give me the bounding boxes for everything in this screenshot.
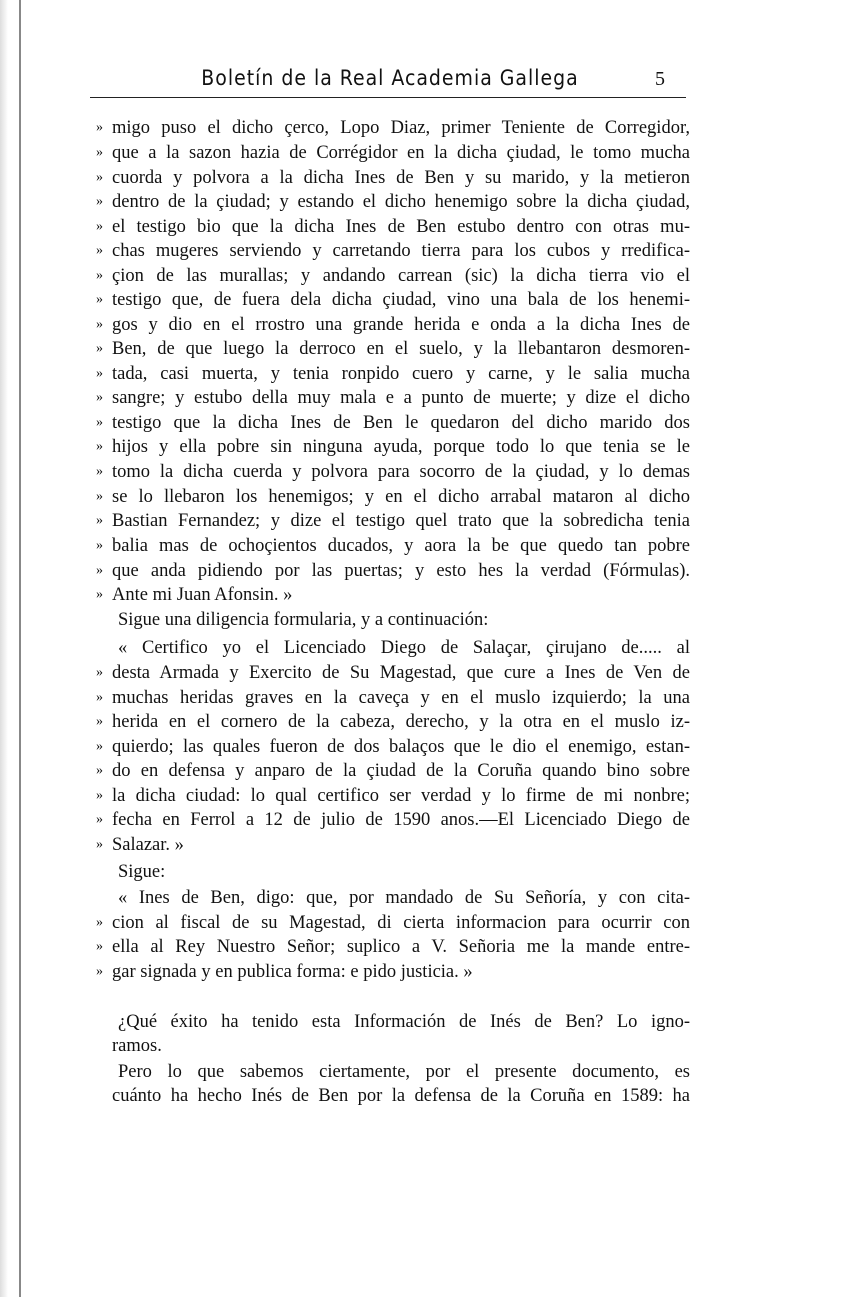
text-line xyxy=(96,386,690,410)
line-text: que anda pidiendo por las puertas; y esto hes la verdad (Fórmulas). xyxy=(112,561,690,581)
line-text: ramos. xyxy=(112,1036,162,1056)
text-line xyxy=(96,166,690,190)
quote-marker: » xyxy=(96,292,103,307)
scan-edge-shadow xyxy=(0,0,8,1297)
line-text: tomo la dicha cuerda y polvora para socorro de la çiudad, y lo demas xyxy=(112,462,690,482)
text-line xyxy=(96,239,690,263)
quote-marker: » xyxy=(96,714,103,729)
text-line xyxy=(96,509,690,533)
line-text: testigo que la dicha Ines de Ben le quedaron del dicho marido dos xyxy=(112,413,690,433)
quote-marker: » xyxy=(96,415,103,430)
text-line xyxy=(96,1010,690,1034)
quote-marker: » xyxy=(96,120,103,135)
quote-marker: » xyxy=(96,464,103,479)
quote-marker: » xyxy=(96,366,103,381)
text-line xyxy=(96,759,690,783)
text-line xyxy=(96,960,690,984)
quote-marker: » xyxy=(96,788,103,803)
text-line xyxy=(96,411,690,435)
text-line xyxy=(96,141,690,165)
scan-edge-line xyxy=(19,0,21,1297)
line-text: Pero lo que sabemos ciertamente, por el presente documento, es xyxy=(118,1062,690,1082)
text-line xyxy=(96,485,690,509)
line-text: ella al Rey Nuestro Señor; suplico a V. Señoria me la mande entre- xyxy=(112,937,690,957)
line-text: çion de las murallas; y andando carrean (sic) la dicha tierra vio el xyxy=(112,266,690,286)
line-text: desta Armada y Exercito de Su Magestad, que cure a Ines de Ven de xyxy=(112,663,690,683)
page-number: 5 xyxy=(655,68,665,90)
text-line xyxy=(96,735,690,759)
quote-marker: » xyxy=(96,665,103,680)
quote-marker: » xyxy=(96,145,103,160)
quote-marker: » xyxy=(96,837,103,852)
line-text: herida en el cornero de la cabeza, derecho, y la otra en el muslo iz- xyxy=(112,712,690,732)
line-text: cuánto ha hecho Inés de Ben por la defensa de la Coruña en 1589: ha xyxy=(112,1086,690,1106)
text-line xyxy=(96,337,690,361)
quote-marker: » xyxy=(96,439,103,454)
line-text: gar signada y en publica forma: e pido justicia. » xyxy=(112,962,473,982)
text-line xyxy=(96,362,690,386)
text-line xyxy=(96,661,690,685)
quote-marker: » xyxy=(96,489,103,504)
quote-marker: » xyxy=(96,513,103,528)
line-text: hijos y ella pobre sin ninguna ayuda, porque todo lo que tenia se le xyxy=(112,437,690,457)
line-text: Bastian Fernandez; y dize el testigo quel trato que la sobredicha tenia xyxy=(112,511,690,531)
quote-marker: » xyxy=(96,538,103,553)
text-line xyxy=(96,636,690,660)
line-text: el testigo bio que la dicha Ines de Ben estubo dentro con otras mu- xyxy=(112,217,690,237)
text-line xyxy=(96,190,690,214)
text-line xyxy=(96,1034,690,1058)
line-text: gos y dio en el rrostro una grande herida e onda a la dicha Ines de xyxy=(112,315,690,335)
text-line xyxy=(96,313,690,337)
quote-marker: » xyxy=(96,170,103,185)
line-text: chas mugeres serviendo y carretando tierra para los cubos y rredifica- xyxy=(112,241,690,261)
line-text: dentro de la çiudad; y estando el dicho henemigo sobre la dicha çiudad, xyxy=(112,192,690,212)
text-line xyxy=(96,435,690,459)
text-line xyxy=(96,935,690,959)
line-text: do en defensa y anparo de la çiudad de la Coruña quando bino sobre xyxy=(112,761,690,781)
quote-marker: » xyxy=(96,763,103,778)
text-line xyxy=(96,460,690,484)
text-line xyxy=(96,583,690,607)
text-line xyxy=(96,1060,690,1084)
text-line xyxy=(96,264,690,288)
line-text: cion al fiscal de su Magestad, di cierta informacion para ocurrir con xyxy=(112,913,690,933)
text-line xyxy=(96,608,690,632)
line-text: la dicha ciudad: lo qual certifico ser verdad y lo firme de mi nonbre; xyxy=(112,786,690,806)
line-text: que a la sazon hazia de Corrégidor en la dicha çiudad, le tomo mucha xyxy=(112,143,690,163)
quote-marker: » xyxy=(96,390,103,405)
text-line xyxy=(96,710,690,734)
text-line xyxy=(96,833,690,857)
text-line xyxy=(96,534,690,558)
text-line xyxy=(96,288,690,312)
text-line xyxy=(96,886,690,910)
quote-marker: » xyxy=(96,194,103,209)
journal-title: Boletín de la Real Academia Gallega xyxy=(201,66,579,90)
quote-marker: » xyxy=(96,964,103,979)
line-text: ¿Qué éxito ha tenido esta Información de Inés de Ben? Lo igno- xyxy=(118,1012,690,1032)
quote-marker: » xyxy=(96,739,103,754)
text-line xyxy=(96,686,690,710)
text-line xyxy=(96,860,690,884)
text-line xyxy=(96,1084,690,1108)
quote-marker: » xyxy=(96,219,103,234)
text-line xyxy=(96,784,690,808)
quote-marker: » xyxy=(96,690,103,705)
line-text: se lo llebaron los henemigos; y en el dicho arrabal mataron al dicho xyxy=(112,487,690,507)
quote-marker: » xyxy=(96,915,103,930)
line-text: quierdo; las quales fueron de dos balaços que le dio el enemigo, estan- xyxy=(112,737,690,757)
line-text: Ben, de que luego la derroco en el suelo, y la llebantaron desmoren- xyxy=(112,339,690,359)
line-text: testigo que, de fuera dela dicha çiudad, vino una bala de los henemi- xyxy=(112,290,690,310)
quote-marker: » xyxy=(96,341,103,356)
line-text: Sigue: xyxy=(118,862,166,882)
header-rule xyxy=(90,97,686,98)
line-text: fecha en Ferrol a 12 de julio de 1590 anos.—El Licenciado Diego de xyxy=(112,810,690,830)
line-text: migo puso el dicho çerco, Lopo Diaz, primer Teniente de Corregidor, xyxy=(112,118,690,138)
line-text: muchas heridas graves en la caveça y en el muslo izquierdo; la una xyxy=(112,688,690,708)
quote-marker: » xyxy=(96,268,103,283)
line-text: Ante mi Juan Afonsin. » xyxy=(112,585,293,605)
quote-marker: » xyxy=(96,317,103,332)
line-text: « Ines de Ben, digo: que, por mandado de Su Señoría, y con cita- xyxy=(118,888,690,908)
line-text: sangre; y estubo della muy mala e a punto de muerte; y dize el dicho xyxy=(112,388,690,408)
quote-marker: » xyxy=(96,587,103,602)
text-line xyxy=(96,911,690,935)
quote-marker: » xyxy=(96,939,103,954)
running-header xyxy=(90,64,690,94)
text-line xyxy=(96,215,690,239)
text-line xyxy=(96,116,690,140)
line-text: tada, casi muerta, y tenia ronpido cuero y carne, y le salia mucha xyxy=(112,364,690,384)
line-text: Salazar. » xyxy=(112,835,184,855)
text-line xyxy=(96,559,690,583)
quote-marker: » xyxy=(96,243,103,258)
text-line xyxy=(96,808,690,832)
line-text: balia mas de ochoçientos ducados, y aora la be que quedo tan pobre xyxy=(112,536,690,556)
quote-marker: » xyxy=(96,812,103,827)
line-text: cuorda y polvora a la dicha Ines de Ben y su marido, y la metieron xyxy=(112,168,690,188)
line-text: Sigue una diligencia formularia, y a continuación: xyxy=(118,610,489,630)
line-text: « Certifico yo el Licenciado Diego de Salaçar, çirujano de..... al xyxy=(118,638,690,658)
quote-marker: » xyxy=(96,563,103,578)
